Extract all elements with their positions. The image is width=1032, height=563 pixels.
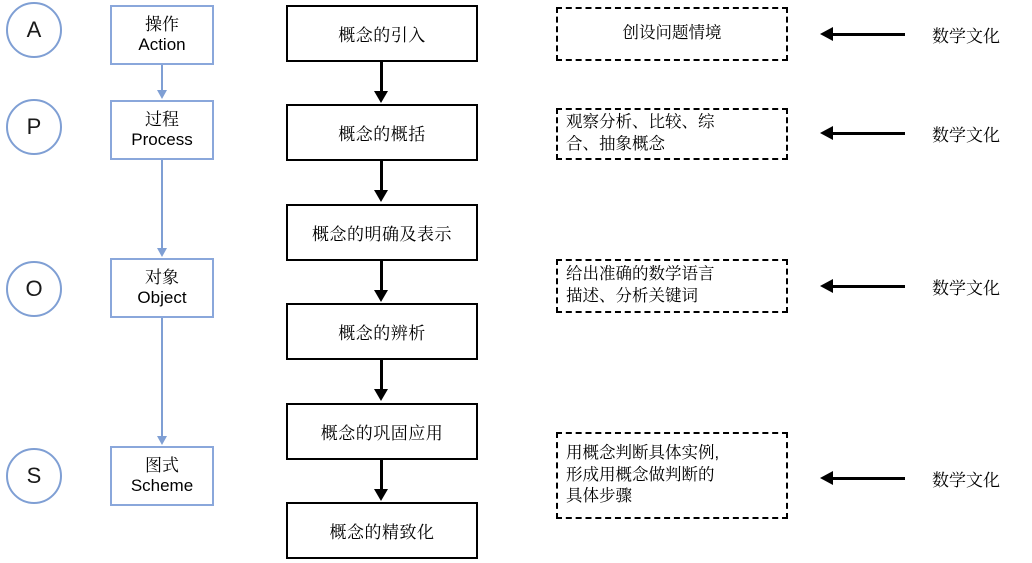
process-step-1 (286, 5, 478, 62)
culture-arrowhead-2 (820, 126, 833, 140)
connector-step4-step5 (380, 360, 383, 390)
process-step-label: 概念的引入 (338, 26, 426, 45)
connector-step5-step6 (380, 460, 383, 490)
note-line: 形成用概念做判断的 (566, 465, 715, 484)
arrowhead-object-scheme (157, 436, 167, 445)
arrowhead-step5-step6 (374, 489, 388, 501)
culture-arrow-line-1 (833, 33, 905, 36)
process-step-5 (286, 403, 478, 460)
connector-step3-step4 (380, 261, 383, 291)
apos-circle-object (6, 261, 62, 317)
note-line: 给出准确的数学语言 (566, 265, 715, 284)
arrowhead-step2-step3 (374, 190, 388, 202)
culture-arrowhead-3 (820, 279, 833, 293)
arrowhead-step1-step2 (374, 91, 388, 103)
apos-letter: S (26, 463, 42, 488)
stage-box-scheme (110, 446, 214, 506)
connector-step2-step3 (380, 161, 383, 191)
culture-arrow-line-3 (833, 285, 905, 288)
arrowhead-action-process (157, 90, 167, 99)
note-line: 创设问题情境 (622, 24, 722, 43)
process-step-label: 概念的明确及表示 (312, 225, 452, 244)
stage-label-cn: 对象 (145, 267, 179, 287)
note-line: 具体步骤 (566, 487, 632, 506)
note-line: 观察分析、比较、综 (566, 113, 715, 132)
note-box-2 (556, 108, 788, 160)
culture-arrowhead-1 (820, 27, 833, 41)
note-box-1 (556, 7, 788, 61)
stage-box-process (110, 100, 214, 160)
stage-label-cn: 图式 (145, 455, 179, 475)
stage-label-en: Process (131, 130, 193, 149)
apos-letter: A (26, 17, 42, 42)
process-step-4 (286, 303, 478, 360)
culture-arrow-line-4 (833, 477, 905, 480)
stage-label-en: Scheme (130, 476, 194, 495)
process-step-3 (286, 204, 478, 261)
culture-label-4: 数学文化 (932, 471, 1000, 490)
stage-box-action (110, 5, 214, 65)
apos-circle-scheme (6, 448, 62, 504)
connector-object-scheme (161, 318, 163, 437)
connector-step1-step2 (380, 62, 383, 92)
stage-label-cn: 操作 (145, 14, 179, 34)
culture-arrow-line-2 (833, 132, 905, 135)
process-step-label: 概念的精致化 (329, 523, 435, 542)
arrowhead-process-object (157, 248, 167, 257)
note-box-3 (556, 259, 788, 313)
note-line: 用概念判断具体实例, (566, 443, 720, 462)
process-step-label: 概念的巩固应用 (320, 424, 444, 443)
stage-label-en: Action (138, 35, 186, 54)
process-step-label: 概念的辨析 (338, 324, 426, 343)
arrowhead-step3-step4 (374, 290, 388, 302)
apos-letter: P (26, 114, 42, 139)
stage-box-object (110, 258, 214, 318)
culture-label-2: 数学文化 (932, 126, 1000, 145)
culture-label-3: 数学文化 (932, 279, 1000, 298)
note-line: 合、抽象概念 (566, 135, 665, 153)
culture-arrowhead-4 (820, 471, 833, 485)
connector-action-process (161, 65, 163, 91)
culture-label-1: 数学文化 (932, 27, 1000, 46)
apos-letter: O (25, 276, 43, 301)
stage-label-cn: 过程 (145, 109, 179, 129)
arrowhead-step4-step5 (374, 389, 388, 401)
note-box-4 (556, 432, 788, 519)
apos-circle-action (6, 2, 62, 58)
note-line: 描述、分析关键词 (566, 287, 698, 305)
stage-label-en: Object (137, 288, 187, 307)
process-step-label: 概念的概括 (338, 125, 426, 144)
connector-process-object (161, 160, 163, 249)
apos-circle-process (6, 99, 62, 155)
process-step-2 (286, 104, 478, 161)
process-step-6 (286, 502, 478, 559)
